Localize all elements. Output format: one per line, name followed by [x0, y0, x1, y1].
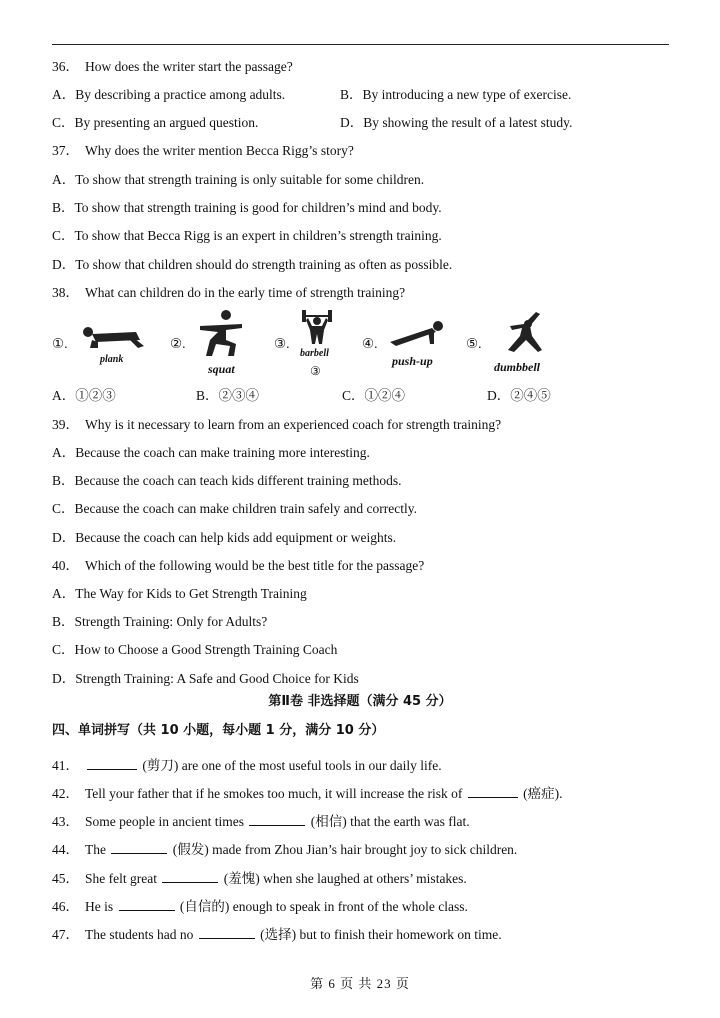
option-36-b: B．By introducing a new type of exercise. — [340, 87, 572, 102]
option-37-d: D．To show that children should do strength training as often as possible. — [52, 257, 453, 272]
spelling-item-45: 45． She felt great (羞愧) when she laughed at others’ mistakes. — [52, 871, 467, 886]
option-40-c: C．How to Choose a Good Strength Training Coach — [52, 642, 338, 657]
question-37: 37． Why does the writer mention Becca Rigg’s story? — [52, 143, 354, 158]
answer-blank[interactable] — [468, 784, 518, 798]
barbell-figure — [300, 308, 334, 346]
answer-blank[interactable] — [119, 897, 175, 911]
option-38-d: D．②④⑤ — [487, 388, 551, 403]
section-4-title: 四、单词拼写（共 10 小题，每小题 1 分，满分 10 分） — [52, 723, 385, 738]
exercise-dumbbell: ⑤. dumbbell — [466, 308, 566, 378]
option-40-b: B．Strength Training: Only for Adults? — [52, 614, 268, 629]
plank-figure — [78, 318, 148, 352]
question-40: 40． Which of the following would be the best title for the passage? — [52, 558, 425, 573]
answer-blank[interactable] — [249, 812, 305, 826]
spelling-item-47: 47． The students had no (选择) but to finish their homework on time. — [52, 927, 502, 942]
answer-blank[interactable] — [111, 840, 167, 854]
page-footer: 第 6 页 共 23 页 — [310, 976, 410, 991]
question-39: 39． Why is it necessary to learn from an experienced coach for strength training? — [52, 417, 502, 432]
option-38-b: B．②③④ — [196, 388, 260, 403]
option-39-a: A．Because the coach can make training more interesting. — [52, 445, 370, 460]
option-39-b: B．Because the coach can teach kids different training methods. — [52, 473, 402, 488]
spelling-item-42: 42． Tell your father that if he smokes too much, it will increase the risk of (癌症). — [52, 786, 563, 801]
option-40-a: A．The Way for Kids to Get Strength Training — [52, 586, 307, 601]
spelling-item-43: 43． Some people in ancient times (相信) that the earth was flat. — [52, 814, 470, 829]
option-39-c: C．Because the coach can make children train safely and correctly. — [52, 501, 417, 516]
squat-figure — [196, 308, 246, 360]
exercise-push-up: ④. push-up — [362, 316, 458, 378]
option-36-d: D．By showing the result of a latest study. — [340, 115, 573, 130]
question-38: 38． What can children do in the early time of strength training? — [52, 285, 406, 300]
option-38-c: C．①②④ — [342, 388, 406, 403]
spelling-item-44: 44． The (假发) made from Zhou Jian’s hair brought joy to sick children. — [52, 842, 518, 857]
answer-blank[interactable] — [199, 925, 255, 939]
part-2-title: 第Ⅱ卷 非选择题（满分 45 分） — [268, 694, 452, 709]
spelling-item-41: 41． (剪刀) are one of the most useful tools in our daily life. — [52, 758, 442, 773]
option-39-d: D．Because the coach can help kids add equipment or weights. — [52, 530, 397, 545]
option-37-a: A．To show that strength training is only suitable for some children. — [52, 172, 425, 187]
dumbbell-figure — [500, 310, 544, 354]
exercise-squat: ②. squat — [170, 308, 270, 378]
push-up-figure — [388, 318, 448, 348]
option-37-c: C．To show that Becca Rigg is an expert in children’s strength training. — [52, 228, 442, 243]
option-36-a: A．By describing a practice among adults. — [52, 87, 286, 102]
exercise-barbell: ③. barbell ③ — [274, 308, 354, 384]
answer-blank[interactable] — [162, 869, 218, 883]
header-rule — [52, 44, 669, 45]
spelling-item-46: 46． He is (自信的) enough to speak in front of the whole class. — [52, 899, 468, 914]
question-36: 36． How does the writer start the passage? — [52, 59, 293, 74]
option-37-b: B．To show that strength training is good for children’s mind and body. — [52, 200, 442, 215]
option-36-c: C．By presenting an argued question. — [52, 115, 259, 130]
answer-blank[interactable] — [87, 756, 137, 770]
option-38-a: A．①②③ — [52, 388, 116, 403]
exercise-plank: ①. plank — [52, 316, 162, 378]
option-40-d: D．Strength Training: A Safe and Good Choice for Kids — [52, 671, 359, 686]
